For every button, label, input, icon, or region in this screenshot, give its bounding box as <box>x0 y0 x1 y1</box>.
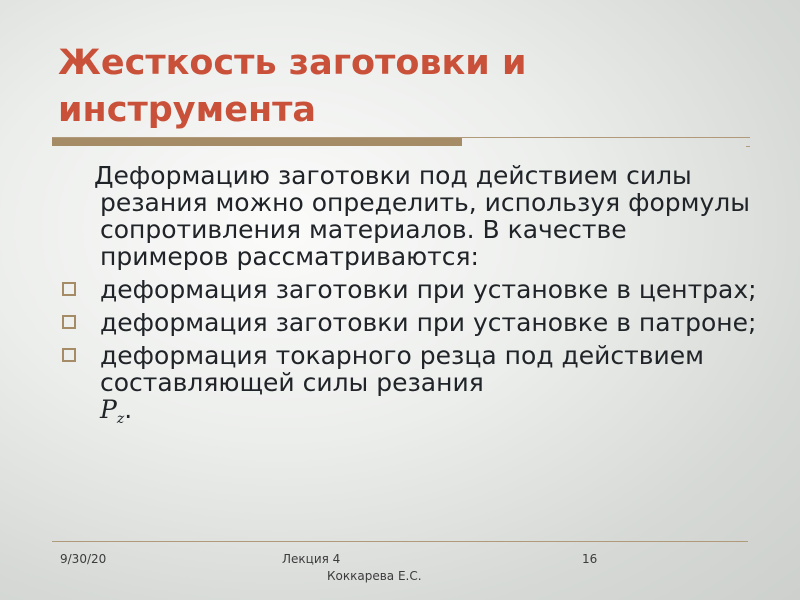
square-bullet-icon <box>62 282 76 296</box>
footer-date: 9/30/20 <box>60 552 107 566</box>
force-subscript: z <box>116 411 125 427</box>
title-divider-tick <box>746 146 750 147</box>
slide-body <box>60 162 760 433</box>
bullet-text: деформация заготовки при установке в патроне; <box>100 308 757 337</box>
footer-page-number: 16 <box>582 552 598 566</box>
square-bullet-icon <box>62 348 76 362</box>
square-bullet-icon <box>62 315 76 329</box>
bullet-text: деформация заготовки при установке в центрах; <box>100 275 757 304</box>
force-suffix: . <box>124 395 133 424</box>
slide-title: Жесткость заготовки и инструмента <box>58 43 527 130</box>
intro-paragraph: Деформацию заготовки под действием силы резания можно определить, используя формулы сопротивления материалов. В качестве примеров рассматриваются: <box>94 161 751 271</box>
footer-divider-line <box>52 541 748 542</box>
footer-author: Коккарева Е.С. <box>327 569 422 583</box>
force-symbol: $P_z$ <box>100 395 125 427</box>
title-divider-bar <box>52 138 462 146</box>
bullet-item <box>60 309 760 336</box>
bullet-item <box>60 342 760 433</box>
footer-lecture: Лекция 4 <box>282 552 341 566</box>
bullet-item <box>60 276 760 303</box>
bullet-text: деформация токарного резца под действием составляющей силы резания <box>100 341 704 397</box>
